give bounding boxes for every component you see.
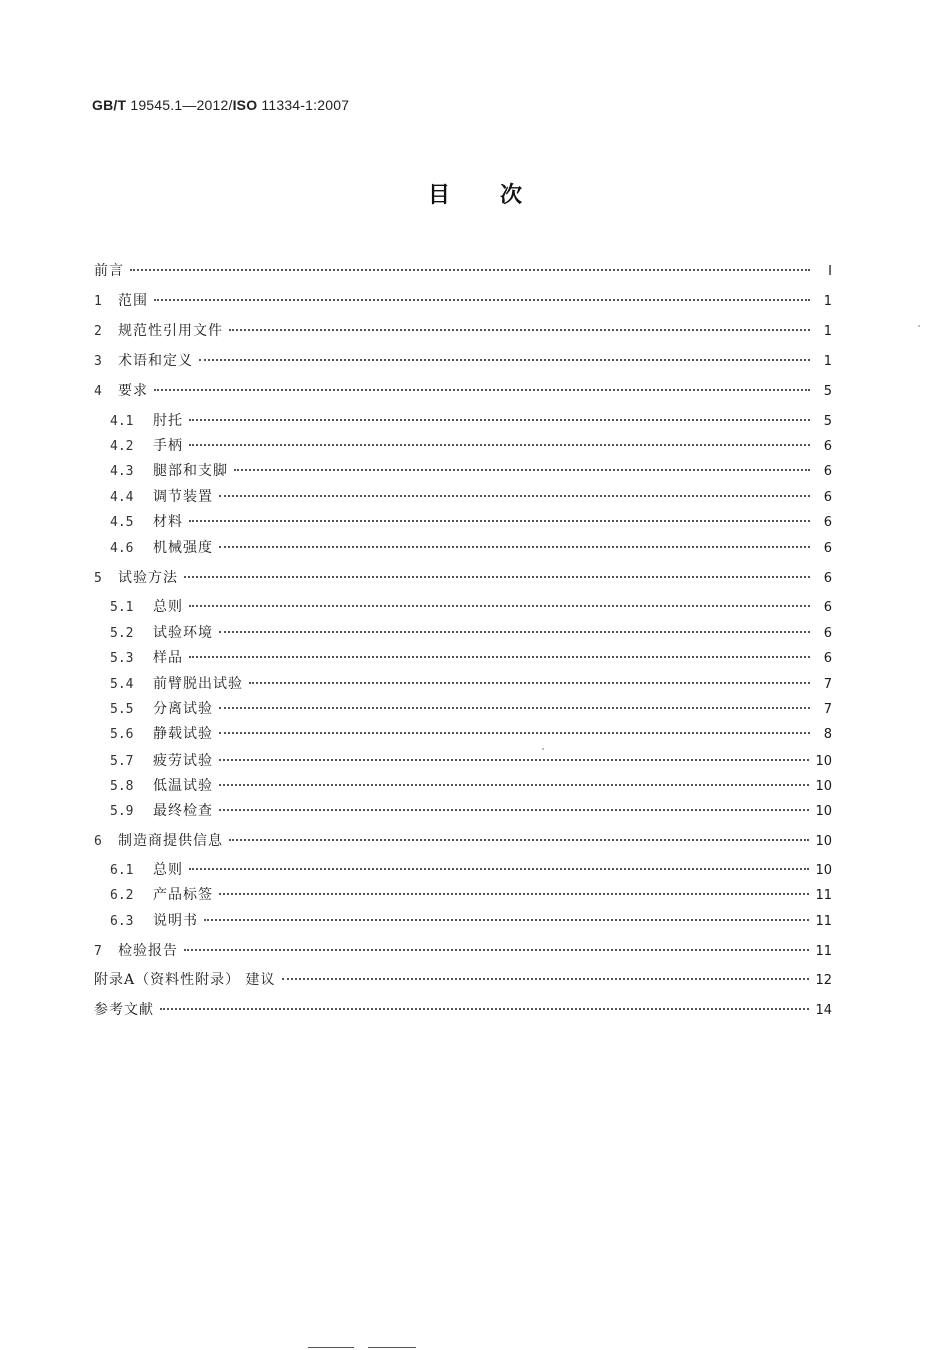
toc-entry-number: 4.6 <box>110 541 134 556</box>
header-gbt-number: 19545.1—2012/ <box>126 97 233 113</box>
toc-entry-number: 5 <box>94 571 102 586</box>
toc-entry-label: 制造商提供信息 <box>118 833 223 849</box>
toc-entry-number: 1 <box>94 294 102 309</box>
dot-leader <box>189 656 810 658</box>
toc-entry-label: 机械强度 <box>153 540 213 556</box>
toc-entry[interactable] <box>110 910 832 932</box>
toc-entry-number: 5.3 <box>110 651 134 666</box>
toc-entry[interactable] <box>94 940 832 962</box>
dot-leader <box>184 949 809 951</box>
page-title: 目次 <box>427 183 572 208</box>
toc-entry-page: 6 <box>823 626 832 641</box>
toc-entry[interactable] <box>94 320 832 342</box>
dot-leader <box>249 682 810 684</box>
toc-entry-page: 1 <box>823 324 832 339</box>
toc-entry-label: 总则 <box>153 862 183 878</box>
standard-number-header <box>92 97 349 113</box>
toc-entry[interactable] <box>110 537 832 559</box>
toc-entry-page: 6 <box>823 541 832 556</box>
dot-leader <box>219 546 810 548</box>
toc-entry-label: 规范性引用文件 <box>118 323 223 339</box>
toc-entry-label: 手柄 <box>153 438 183 454</box>
dot-leader <box>219 631 810 633</box>
toc-entry-page: 5 <box>823 414 832 429</box>
dot-leader <box>154 389 810 391</box>
toc-entry-label: 附录A（资料性附录） 建议 <box>94 972 276 988</box>
toc-entry[interactable] <box>110 622 832 644</box>
dot-leader <box>189 419 810 421</box>
toc-entry[interactable] <box>110 486 832 508</box>
toc-entry-number: 5.7 <box>110 754 134 769</box>
toc-entry-label: 前臂脱出试验 <box>153 676 243 692</box>
dot-leader <box>160 1008 809 1010</box>
toc-entry-number: 6 <box>94 834 102 849</box>
toc-entry[interactable] <box>110 800 832 822</box>
toc-entry-number: 5.5 <box>110 702 134 717</box>
toc-entry-page: 7 <box>823 677 832 692</box>
toc-entry-page: 10 <box>815 834 832 849</box>
toc-entry-page: 8 <box>823 727 832 742</box>
toc-entry-page: 6 <box>823 571 832 586</box>
toc-entry[interactable] <box>110 596 832 618</box>
footer-rule-right <box>368 1347 416 1348</box>
toc-entry-label: 调节装置 <box>153 489 213 505</box>
toc-entry-page: 11 <box>815 888 832 903</box>
toc-entry-number: 2 <box>94 324 102 339</box>
toc-entry-page: 6 <box>823 490 832 505</box>
dot-leader <box>184 576 810 578</box>
dot-leader <box>130 269 810 271</box>
header-iso: ISO <box>232 97 258 113</box>
toc-entry-label: 术语和定义 <box>118 353 193 369</box>
toc-entry-number: 5.9 <box>110 804 134 819</box>
toc-entry-label: 样品 <box>153 650 183 666</box>
toc-entry-page: I <box>828 264 832 279</box>
toc-entry[interactable] <box>110 884 832 906</box>
toc-entry-page: 6 <box>823 651 832 666</box>
toc-entry-label: 检验报告 <box>118 943 178 959</box>
toc-entry[interactable] <box>110 775 832 797</box>
dot-leader <box>204 919 809 921</box>
dot-leader <box>219 732 810 734</box>
dot-leader <box>154 299 810 301</box>
toc-entry[interactable] <box>94 380 832 402</box>
toc-entry-number: 4.4 <box>110 490 134 505</box>
toc-entry-number: 3 <box>94 354 102 369</box>
toc-entry-page: 10 <box>815 779 832 794</box>
toc-entry[interactable] <box>110 723 832 745</box>
toc-entry-number: 4.3 <box>110 464 134 479</box>
toc-entry-number: 5.1 <box>110 600 134 615</box>
toc-entry-page: 12 <box>815 973 832 988</box>
toc-entry[interactable] <box>110 410 832 432</box>
toc-entry-number: 4 <box>94 384 102 399</box>
toc-entry-page: 5 <box>823 384 832 399</box>
toc-entry-number: 5.4 <box>110 677 134 692</box>
dot-leader <box>219 893 809 895</box>
dot-leader <box>189 605 810 607</box>
toc-entry-page: 11 <box>815 944 832 959</box>
dot-leader <box>189 868 809 870</box>
dot-leader <box>234 469 810 471</box>
toc-entry[interactable] <box>94 567 832 589</box>
scan-speck <box>542 748 544 750</box>
header-gbt: GB/T <box>92 97 127 113</box>
toc-entry-label: 低温试验 <box>153 778 213 794</box>
dot-leader <box>199 359 810 361</box>
toc-entry-label: 试验方法 <box>118 570 178 586</box>
toc-entry[interactable] <box>110 750 832 772</box>
toc-entry-label: 总则 <box>153 599 183 615</box>
toc-entry-page: 7 <box>823 702 832 717</box>
toc-entry[interactable] <box>94 350 832 372</box>
dot-leader <box>219 759 809 761</box>
toc-entry-number: 4.5 <box>110 515 134 530</box>
toc-entry[interactable] <box>110 698 832 720</box>
dot-leader <box>229 839 809 841</box>
toc-entry[interactable] <box>94 260 832 282</box>
toc-entry-page: 6 <box>823 600 832 615</box>
toc-entry-page: 14 <box>815 1003 832 1018</box>
toc-entry[interactable] <box>94 999 832 1021</box>
toc-entry-label: 试验环境 <box>153 625 213 641</box>
toc-entry-label: 产品标签 <box>153 887 213 903</box>
toc-entry-page: 10 <box>815 804 832 819</box>
toc-entry-number: 4.2 <box>110 439 134 454</box>
toc-entry-number: 7 <box>94 944 102 959</box>
toc-entry-label: 要求 <box>118 383 148 399</box>
toc-entry[interactable] <box>110 859 832 881</box>
toc-entry-label: 范围 <box>118 293 148 309</box>
toc-entry[interactable] <box>94 969 832 991</box>
toc-entry-number: 5.6 <box>110 727 134 742</box>
toc-entry-label: 疲劳试验 <box>153 753 213 769</box>
dot-leader <box>219 707 810 709</box>
toc-entry-page: 6 <box>823 515 832 530</box>
toc-entry-label: 前言 <box>94 263 124 279</box>
toc-entry-label: 肘托 <box>153 413 183 429</box>
toc-entry-number: 6.1 <box>110 863 134 878</box>
scan-speck <box>918 325 920 327</box>
toc-entry[interactable] <box>94 830 832 852</box>
toc-entry-number: 6.2 <box>110 888 134 903</box>
toc-entry[interactable] <box>94 290 832 312</box>
toc-entry-number: 5.2 <box>110 626 134 641</box>
dot-leader <box>282 978 810 980</box>
dot-leader <box>219 784 809 786</box>
dot-leader <box>229 329 810 331</box>
toc-entry-number: 6.3 <box>110 914 134 929</box>
toc-entry-label: 材料 <box>153 514 183 530</box>
toc-entry[interactable] <box>110 647 832 669</box>
toc-entry-page: 6 <box>823 439 832 454</box>
toc-entry[interactable] <box>110 435 832 457</box>
toc-entry-page: 11 <box>815 914 832 929</box>
dot-leader <box>219 495 810 497</box>
toc-entry-number: 4.1 <box>110 414 134 429</box>
toc-entry-page: 6 <box>823 464 832 479</box>
dot-leader <box>189 520 810 522</box>
toc-entry-label: 最终检查 <box>153 803 213 819</box>
toc-entry[interactable] <box>110 511 832 533</box>
toc-entry-page: 1 <box>823 354 832 369</box>
dot-leader <box>219 809 809 811</box>
toc-entry-label: 腿部和支脚 <box>153 463 228 479</box>
toc-entry-label: 静载试验 <box>153 726 213 742</box>
toc-entry[interactable] <box>110 673 832 695</box>
footer-rule-left <box>308 1347 354 1348</box>
toc-entry[interactable] <box>110 460 832 482</box>
toc-entry-label: 参考文献 <box>94 1002 154 1018</box>
toc-entry-page: 10 <box>815 863 832 878</box>
toc-entry-label: 说明书 <box>153 913 198 929</box>
dot-leader <box>189 444 810 446</box>
toc-entry-label: 分离试验 <box>153 701 213 717</box>
header-iso-number: 11334-1:2007 <box>257 97 350 113</box>
toc-entry-number: 5.8 <box>110 779 134 794</box>
toc-entry-page: 1 <box>823 294 832 309</box>
toc-entry-page: 10 <box>815 754 832 769</box>
